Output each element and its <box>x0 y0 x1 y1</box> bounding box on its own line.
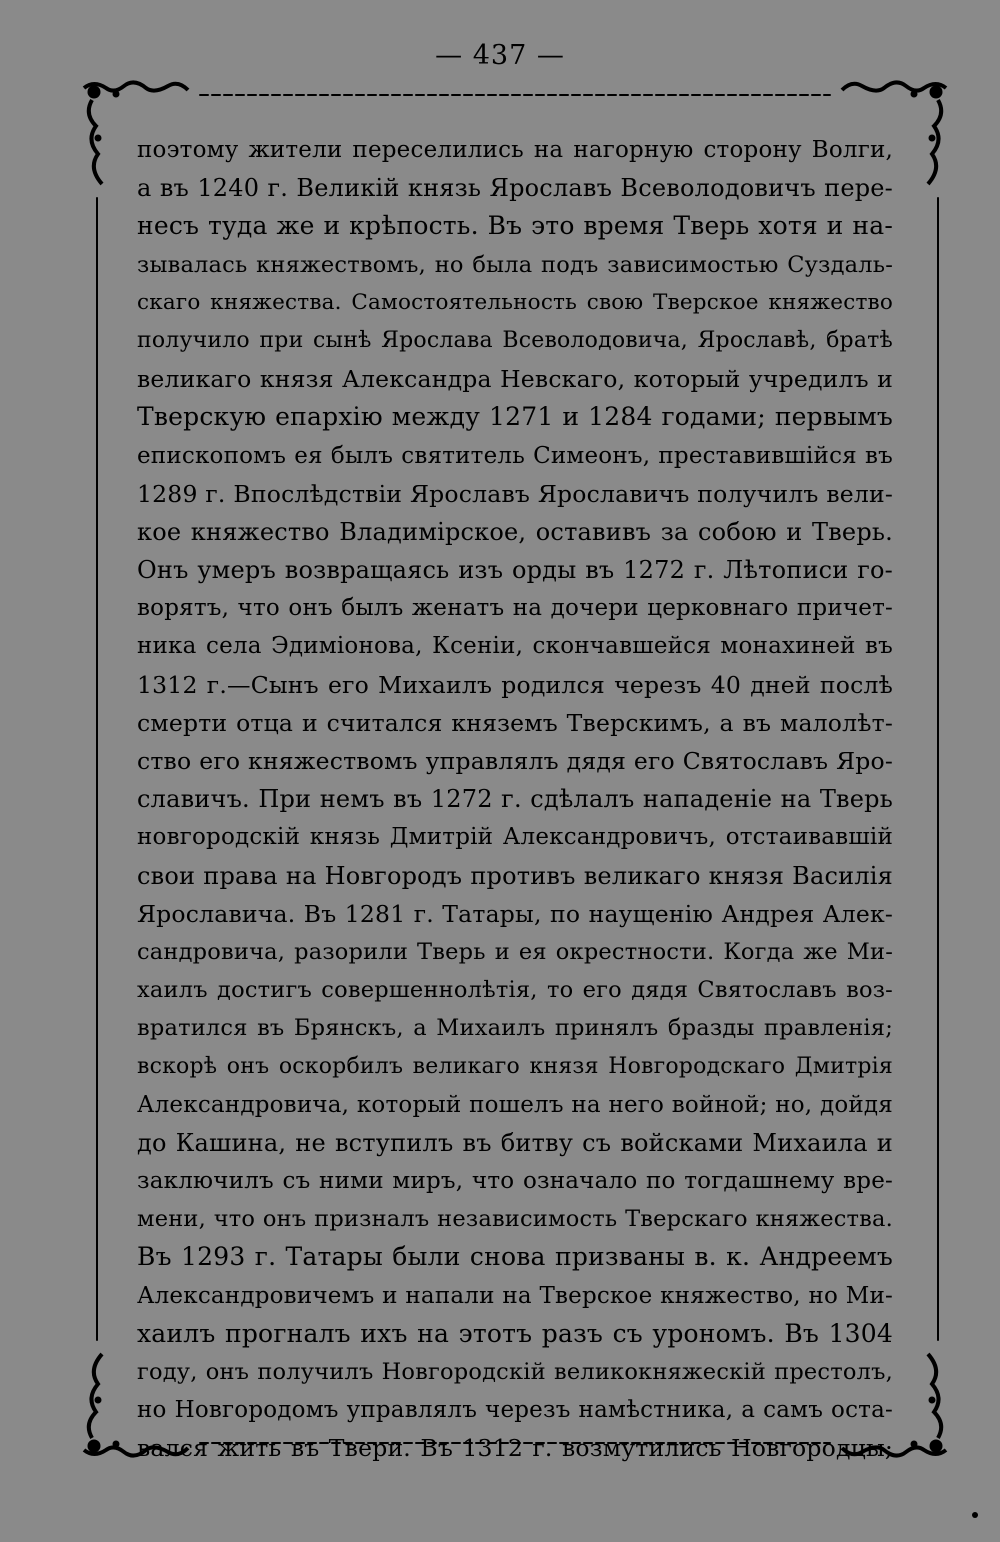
text-line: году, онъ получилъ Новгородскій великокняжескій престолъ, <box>137 1359 893 1385</box>
text-line: а въ 1240 г. Великій князь Ярославъ Всеволодовичъ пере- <box>137 174 893 203</box>
text-line: ство его княжествомъ управлялъ дядя его Святославъ Яро- <box>137 747 893 775</box>
text-line: мени, что онъ призналъ независимость Тверскаго княжества. <box>137 1206 893 1233</box>
text-line: 1312 г.—Сынъ его Михаилъ родился черезъ 40 дней послѣ <box>137 670 893 699</box>
text-line: Александровичемъ и напали на Тверское княжество, но Ми- <box>137 1282 893 1309</box>
text-line: епископомъ ея былъ святитель Симеонъ, преставившійся въ <box>137 442 893 469</box>
text-line: несъ туда же и крѣпость. Въ это время Тверь хотя и на- <box>137 211 893 241</box>
text-line: Онъ умеръ возвращаясь изъ орды въ 1272 г. Лѣтописи го- <box>137 556 893 585</box>
text-line: хаилъ прогналъ ихъ на этотъ разъ съ урономъ. Въ 1304 <box>137 1318 893 1348</box>
text-line: великаго князя Александра Невскаго, который учредилъ и <box>137 365 893 394</box>
text-line: Ярославича. Въ 1281 г. Татары, по наущенію Андрея Алек- <box>137 899 893 928</box>
page-number: — 437 — <box>435 40 565 71</box>
text-line: сандровича, разорили Тверь и ея окрестности. Когда же Ми- <box>137 938 893 965</box>
text-line: новгородскій князь Дмитрій Александровичъ, отстаивавшій <box>137 824 893 851</box>
text-line: Тверскую епархію между 1271 и 1284 годами; первымъ <box>137 402 893 432</box>
text-line: свои права на Новгородъ противъ великаго князя Василія <box>137 861 893 890</box>
text-line: ника села Эдиміонова, Ксеніи, скончавшейся монахиней въ <box>137 633 893 660</box>
ink-speck <box>972 1512 978 1518</box>
text-line: вскорѣ онъ оскорбилъ великаго князя Новгородскаго Дмитрія <box>137 1053 893 1079</box>
text-line: хаилъ достигъ совершеннолѣтія, то его дядя Святославъ воз- <box>137 977 893 1004</box>
text-line: вался жить въ Твери. Въ 1312 г. возмутились Новгородцы; <box>137 1434 893 1463</box>
text-line: поэтому жители переселились на нагорную сторону Волги, <box>137 137 893 163</box>
text-line: до Кашина, не вступилъ въ битву съ войсками Михаила и <box>137 1128 893 1157</box>
text-line: кое княжество Владимірское, оставивъ за собою и Тверь. <box>137 517 893 546</box>
text-line: заключилъ съ ними миръ, что означало по тогдашнему вре- <box>137 1168 893 1195</box>
text-line: Въ 1293 г. Татары были снова призваны в. к. Андреемъ <box>137 1242 893 1272</box>
text-line: зывалась княжествомъ, но была подъ зависимостью Суздаль- <box>137 251 893 278</box>
text-line: вратился въ Брянскъ, а Михаилъ принялъ бразды правленія; <box>137 1015 893 1042</box>
text-line: получило при сынѣ Ярослава Всеволодовича, Ярославѣ, братѣ <box>137 327 893 353</box>
text-line: славичъ. При немъ въ 1272 г. сдѣлалъ нападеніе на Тверь <box>137 785 893 814</box>
text-line: но Новгородомъ управлялъ черезъ намѣстника, а самъ оста- <box>137 1397 893 1424</box>
text-line: смерти отца и считался княземъ Тверскимъ, а въ малолѣт- <box>137 708 893 737</box>
text-line: скаго княжества. Самостоятельность свою Тверское княжество <box>137 289 893 315</box>
body-text <box>137 131 893 1468</box>
text-line: 1289 г. Впослѣдствіи Ярославъ Ярославичъ получилъ вели- <box>137 479 893 508</box>
text-line: ворятъ, что онъ былъ женатъ на дочери церковнаго причет- <box>137 595 893 622</box>
text-line: Александровича, который пошелъ на него войной; но, дойдя <box>137 1091 893 1118</box>
